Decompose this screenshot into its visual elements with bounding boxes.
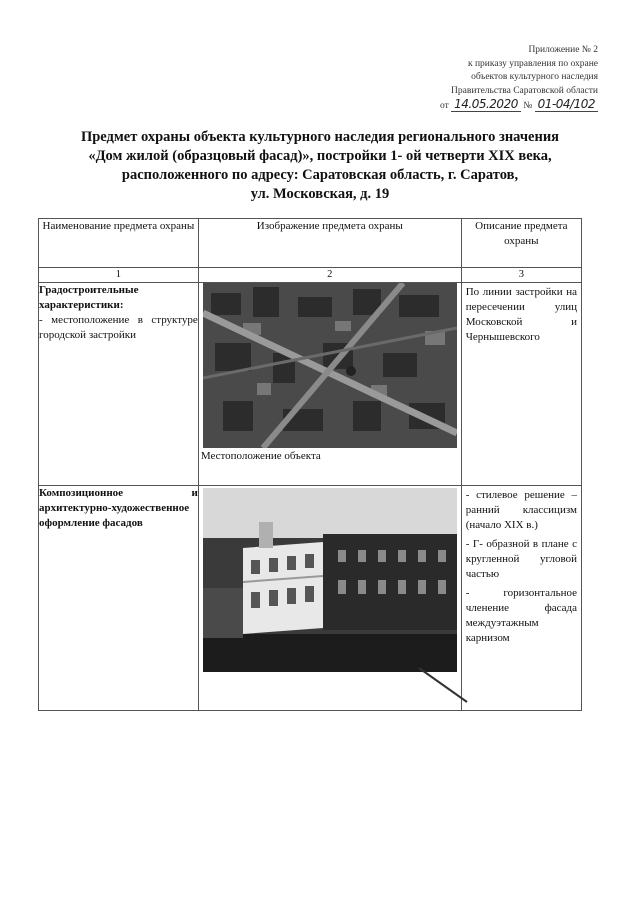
row2-description-cell <box>461 486 581 711</box>
title-line-3: расположенного по адресу: Саратовская область, г. Саратов, <box>121 167 519 183</box>
date-handwritten: 14.05.2020 <box>451 97 521 112</box>
number-label: № <box>523 101 533 111</box>
appendix-sign-row <box>388 98 598 114</box>
title-line-2: «Дом жилой (образцовый фасад)», постройки 1- ой четверти XIX века, <box>88 148 552 164</box>
number-handwritten: 01-04/102 <box>535 97 598 112</box>
row1-image-caption: Местоположение объекта <box>200 450 321 462</box>
row2-name-bold: Композиционное и архитектурно-художественное оформление фасадов <box>39 487 198 529</box>
row1-name-text: - местоположение в структуре городской застройки <box>39 314 198 341</box>
header-name: Наименование предмета охраны <box>39 219 199 268</box>
document-title <box>60 128 580 204</box>
appendix-line-4: Правительства Саратовской области <box>451 85 598 96</box>
table-header-row <box>39 219 582 268</box>
column-number-3: 3 <box>461 268 581 283</box>
row1-description-cell <box>461 283 581 486</box>
aerial-map-image <box>203 283 457 448</box>
row1-description: По линии застройки на пересечении улиц Московской и Чернышевского <box>465 286 577 343</box>
appendix-line-3: объектов культурного наследия <box>471 72 598 82</box>
row2-description-1: - стилевое решение – ранний классицизм (начало XIX в.) <box>465 489 577 531</box>
appendix-line-2: к приказу управления по охране <box>467 58 598 69</box>
header-image: Изображение предмета охраны <box>198 219 461 268</box>
table-row <box>39 283 582 486</box>
row1-image-cell <box>198 283 461 486</box>
appendix-block <box>388 44 598 114</box>
row1-name-cell <box>39 283 199 486</box>
column-number-1: 1 <box>39 268 199 283</box>
column-number-2: 2 <box>198 268 461 283</box>
building-facade-photo <box>203 488 457 672</box>
from-label: от <box>439 101 449 111</box>
header-description: Описание предмета охраны <box>461 219 581 268</box>
location-arrow-icon <box>417 666 477 706</box>
row2-description-3: - горизонтальное членение фасада междуэтажным карнизом <box>465 587 577 644</box>
row1-name-bold: Градостроительные характеристики: <box>39 284 139 311</box>
table-number-row <box>39 268 582 283</box>
title-line-4: ул. Московская, д. 19 <box>250 186 390 202</box>
protection-subject-table <box>38 218 582 711</box>
table-row <box>39 486 582 711</box>
title-line-1: Предмет охраны объекта культурного наследия регионального значения <box>80 129 560 145</box>
appendix-line-1: Приложение № 2 <box>528 45 598 55</box>
row2-description-2: - Г- образной в плане с кругленной угловой частью <box>465 538 577 580</box>
row2-name-cell <box>39 486 199 711</box>
